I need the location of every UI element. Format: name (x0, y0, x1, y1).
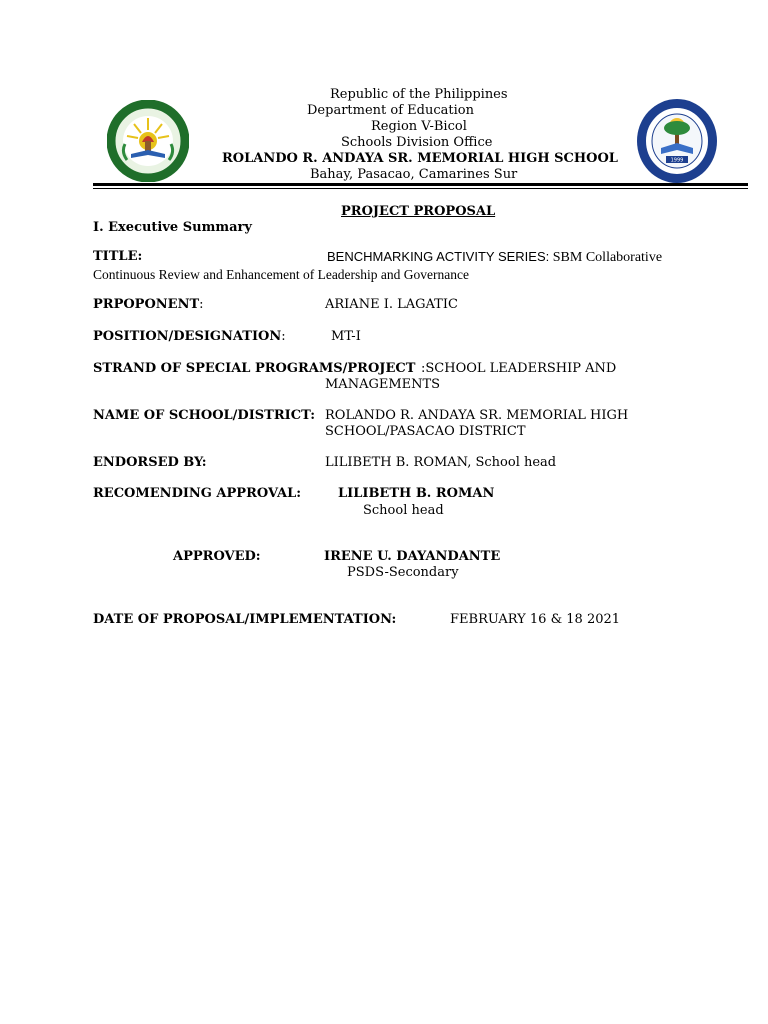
proponent-row (93, 297, 204, 312)
school-value-line1: ROLANDO R. ANDAYA SR. MEMORIAL HIGH (325, 408, 629, 423)
header-address: Bahay, Pasacao, Camarines Sur (310, 167, 518, 182)
position-row (93, 329, 286, 344)
proposal-title: PROJECT PROPOSAL (341, 204, 496, 219)
position-value: MT-I (331, 329, 361, 344)
header-region: Region V-Bicol (371, 119, 467, 134)
section-heading: I. Executive Summary (93, 220, 252, 235)
svg-text:1999: 1999 (670, 157, 684, 164)
strand-value-line2: MANAGEMENTS (325, 377, 441, 392)
header-department: Department of Education (307, 103, 474, 118)
title-label: TITLE: (93, 249, 143, 264)
endorsed-label: ENDORSED BY: (93, 455, 207, 470)
date-label: DATE OF PROPOSAL/IMPLEMENTATION: (93, 612, 397, 627)
position-label: POSITION/DESIGNATION (93, 329, 282, 344)
approved-role: PSDS-Secondary (347, 565, 459, 580)
school-value-line2: SCHOOL/PASACAO DISTRICT (325, 424, 526, 439)
recommending-name: LILIBETH B. ROMAN (338, 486, 495, 501)
date-value: FEBRUARY 16 & 18 2021 (450, 612, 621, 627)
approved-name: IRENE U. DAYANDANTE (324, 549, 501, 564)
header-division-office: Schools Division Office (341, 135, 493, 150)
proponent-value: ARIANE I. LAGATIC (325, 297, 458, 312)
proponent-label: PRPOPONENT (93, 297, 200, 312)
header-rule-thick (93, 183, 748, 186)
endorsed-value: LILIBETH B. ROMAN, School head (325, 455, 557, 470)
header-school-name: ROLANDO R. ANDAYA SR. MEMORIAL HIGH SCHOOL (222, 151, 618, 166)
proponent-colon: : (199, 297, 204, 312)
header-republic: Republic of the Philippines (330, 87, 508, 102)
school-label: NAME OF SCHOOL/DISTRICT: (93, 408, 316, 423)
title-continuation: Continuous Review and Enhancement of Leadership and Governance (93, 267, 470, 282)
title-value (327, 249, 662, 266)
strand-value-line1: :SCHOOL LEADERSHIP AND (421, 361, 617, 376)
title-value-part2: SBM Collaborative (549, 250, 663, 265)
position-colon: : (281, 329, 286, 344)
recommending-role: School head (363, 503, 444, 518)
school-seal-icon (636, 98, 718, 184)
recommending-label: RECOMENDING APPROVAL: (93, 486, 302, 501)
schools-division-office-seal-icon (107, 100, 189, 182)
title-value-part1: BENCHMARKING ACTIVITY SERIES: (327, 249, 550, 264)
strand-label: STRAND OF SPECIAL PROGRAMS/PROJECT (93, 361, 416, 376)
approved-label: APPROVED: (173, 549, 261, 564)
header-rule-thin (93, 188, 748, 189)
